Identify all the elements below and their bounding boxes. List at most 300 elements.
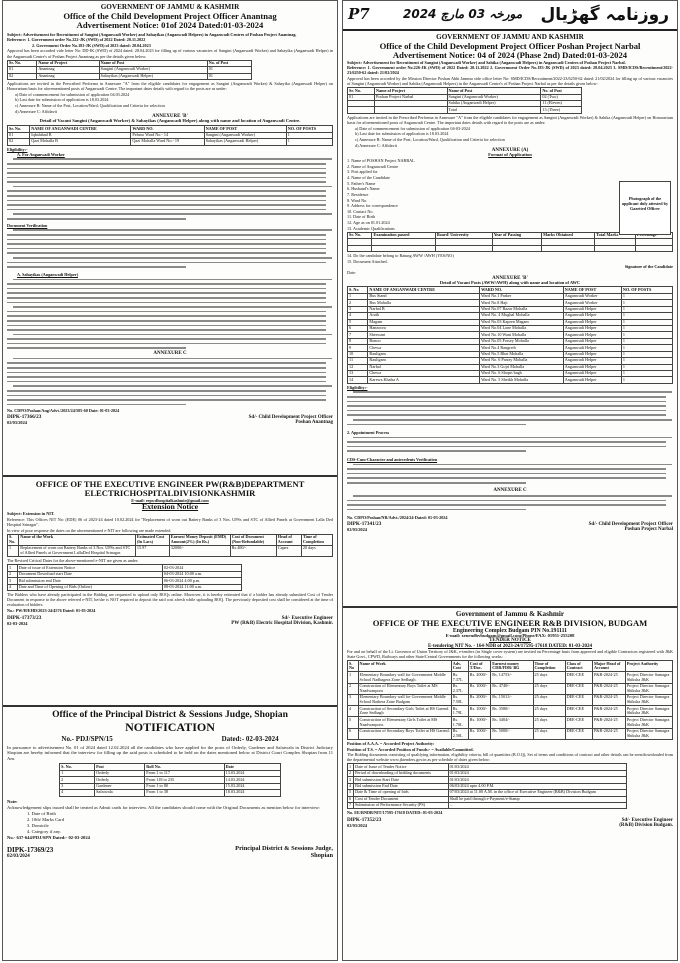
office-heading: Office of the Child Development Project Officer Anantnag bbox=[63, 10, 277, 21]
table-cell: Anganwadi Helper bbox=[563, 370, 621, 376]
documents-attached: 15. Document Attached. bbox=[347, 258, 388, 264]
table-cell: 08-03-2024 11:00 a.m. bbox=[162, 584, 241, 590]
table-cell: 2 bbox=[348, 300, 368, 306]
table-cell: Rs. 1000/- bbox=[468, 728, 490, 739]
table-header: Name of Post bbox=[99, 60, 207, 66]
table-cell: Construction of Elementary Boys Toilet at MS Naadwanpora bbox=[358, 683, 451, 694]
table-cell: Rauligam bbox=[368, 351, 480, 357]
table-cell: Safaiwala bbox=[95, 790, 145, 796]
form-field: 6. Husband's Name bbox=[347, 186, 380, 192]
table-row bbox=[8, 546, 333, 557]
signatory-office: Poshan Project Narbal bbox=[624, 526, 673, 532]
table-cell: Anganwadi Helper bbox=[563, 326, 621, 332]
form-field: 8. Ward No. bbox=[347, 197, 368, 203]
table-cell: Date & Time of opening of bids bbox=[354, 790, 449, 796]
table-cell: Hanzoora bbox=[368, 326, 480, 332]
annexure-b-title: Detail of Vacant Posts (AWW/AWH) along with name and location of AWC bbox=[439, 279, 581, 285]
table-cell: 1 bbox=[348, 293, 368, 299]
table-header: Sr. No. bbox=[8, 126, 30, 132]
gov-heading: Government of Jammu & Kashmir bbox=[455, 610, 565, 618]
table-row bbox=[348, 672, 673, 683]
table-cell: DEE-CEE bbox=[565, 683, 592, 694]
table-cell: 6 bbox=[348, 796, 354, 802]
table-cell: Rauligam bbox=[368, 358, 480, 364]
table-cell: Rs. 14753/- bbox=[491, 672, 533, 683]
right-column bbox=[342, 0, 678, 961]
table-cell: 01/03/2024 bbox=[448, 770, 627, 776]
annexure-b-heading: ANNEXURE 'B' bbox=[492, 275, 528, 281]
dates-table bbox=[7, 564, 242, 591]
table-cell: 6 bbox=[348, 326, 368, 332]
declaration: 14. Do the candidate belong to Ratung AWW /AWH (YES/NO) bbox=[347, 253, 454, 259]
table-cell: Ward No.4 Rangreth bbox=[480, 345, 564, 351]
body-text-block bbox=[7, 157, 333, 223]
order-number: No.- 637-644/PDJ/SPN Dated:- 02-03-2024 bbox=[7, 835, 90, 841]
table-header: No. of Post bbox=[207, 60, 251, 66]
table-row bbox=[60, 790, 281, 796]
table-cell: 13.03.2024 bbox=[224, 770, 280, 776]
table-header: Estimated Cost (In Lacs) bbox=[135, 534, 169, 545]
table-cell: Sangini (Anganwadi Worker) bbox=[99, 67, 207, 73]
table-cell: Ward No. 6 Parray Mohalla bbox=[480, 358, 564, 364]
table-cell: DEE-CEE bbox=[565, 672, 592, 683]
document-item: 2. 10th/ Marks Card bbox=[27, 816, 65, 822]
subject: Subject: Advertisement for Recruitment of Sangini (Anganwadi Worker) and Sahayikas (Anganwadi Helpers) in Anganwadi Centres of Poshan Project Anantnag. bbox=[7, 31, 297, 37]
reference: Reference: 1. Government order No.226-JK (SWD) of 2022 Dated: 20.11.2022 2. Government Order No.183-JK (SWD) of 2023 dated: 28.04.2023 3. SMD/ICDS/Recruitment/2022-23/6250-62 dated: 21/02/2024 bbox=[347, 65, 673, 76]
table-cell: 4 bbox=[60, 790, 95, 796]
table-cell: Project Director Samagra Shiksha J&K bbox=[625, 683, 672, 694]
table-cell: Arath bbox=[368, 313, 480, 319]
table-cell: 01 bbox=[207, 73, 251, 79]
table-cell: Ward No.3 Gojri Mohalla bbox=[480, 364, 564, 370]
worker-heading: A. For Anganwadi Worker bbox=[17, 151, 65, 157]
table-cell: P&R-2024-25 bbox=[592, 728, 625, 739]
table-cell: 1 bbox=[621, 358, 672, 364]
body-text-block bbox=[347, 435, 673, 457]
table-cell: 1 bbox=[621, 370, 672, 376]
signature-date: Date: bbox=[347, 269, 357, 275]
table-cell: 14.03.2024 bbox=[224, 777, 280, 783]
table-cell: Anganwadi Helper bbox=[563, 377, 621, 383]
table-cell: Capex bbox=[276, 546, 301, 557]
table-row bbox=[348, 107, 582, 113]
table-row bbox=[348, 683, 673, 694]
office-heading: OFFICE OF THE EXECUTIVE ENGINEER R&B DIVISION, BUDGAM bbox=[372, 617, 648, 628]
office-heading: Office of the Principal District & Sessions Judge, Shopian bbox=[52, 709, 288, 720]
signatory-office: PW (R&B) Electric Hospital Division, Kashmir. bbox=[231, 620, 333, 626]
reference: Reference: This Offices NIT No: (EDE) 06 of 2023-24 dated 10.02.2024 for "Replacement of worn out Battery Banks of 3 Nos. UPSs and STC of Allied Panels at Government Lalla Ded Hospital Srinagar". bbox=[7, 516, 333, 528]
table-cell: 1 bbox=[286, 132, 332, 138]
table-cell: 1 bbox=[348, 764, 354, 770]
table-cell: ... bbox=[448, 803, 627, 809]
table-header: Time of Completion bbox=[533, 661, 565, 672]
intro-paragraph: For and on behalf of the Lt. Governor of Union Territory of J&K, e-tenders (in Single cover system) are invited on Percentage basis from approved and eligible Contractors registered with J&K State Govt., CPWD, Railways and other State/Central Governments for the following works: bbox=[347, 648, 673, 660]
ts-position: Position of T.S. = Accorded Position of Funds:- = Available/Committed. bbox=[347, 746, 474, 752]
table-header: Class of Contract bbox=[565, 661, 592, 672]
table-cell: 1 bbox=[8, 565, 18, 571]
date-item: c) Annexure B: Name of the Post, Location/Ward, Qualification and Criteria for selection bbox=[355, 136, 505, 142]
body-paragraph: In pursuance to advertisement No. 01 of 2024 dated 12.02.2024 all the candidates who have applied for the posts of Orderly, Gardener and Safaiwala in District Judiciary Shopian are hereby informed that the interview for filling up the said posts is scheduled to be held on the dates mentioned below at District Court Complex Shopian from 11 Am. bbox=[7, 744, 333, 761]
signatory: Sd/- Executive Engineer bbox=[281, 615, 333, 621]
table-cell: Anganwadi Worker bbox=[563, 300, 621, 306]
table-cell: Ward No.07 Bazar Mohalla bbox=[480, 306, 564, 312]
table-cell: 10 bbox=[348, 351, 368, 357]
advertisement-pwd-hospital-division bbox=[3, 477, 337, 707]
table-cell: 2 bbox=[348, 683, 359, 694]
annexure-a-heading: ANNEXURE (A) bbox=[491, 148, 529, 154]
table-cell: Ward No.10 Wani Mohalla bbox=[480, 332, 564, 338]
table-cell: Anantnag bbox=[37, 67, 99, 73]
table-cell: Ward No.8 Haji bbox=[480, 300, 564, 306]
eligibility-heading: Eligibility:- bbox=[7, 146, 28, 152]
dipk-date: 02/03/2024 bbox=[347, 526, 368, 532]
table-cell: Narbal B bbox=[368, 306, 480, 312]
notice-heading: Extension Notice bbox=[141, 502, 199, 512]
table-cell: Document Download start Date bbox=[17, 571, 162, 577]
verification-heading: CDS-Cum-Character and antecedents Verification bbox=[347, 457, 438, 463]
table-cell: 02 bbox=[8, 139, 30, 145]
table-row bbox=[348, 706, 673, 717]
table-header: NAME OF ANGANWADI CENTRE bbox=[30, 126, 131, 132]
date-item: d) Annexure C: Affidavit bbox=[355, 142, 397, 148]
table-header: Name of Project bbox=[37, 60, 99, 66]
works-table bbox=[347, 660, 673, 740]
tender-notice-rb-budgam bbox=[343, 608, 677, 962]
table-cell: Anantnag bbox=[37, 73, 99, 79]
table-cell: 4 bbox=[348, 783, 354, 789]
complex-address: Engineering Complex Budgam PIN No.191111 bbox=[452, 627, 568, 634]
table-cell: Gardener bbox=[95, 783, 145, 789]
table-header: Sr. No. bbox=[8, 60, 37, 66]
annexure-b-title: Detail of Vacant Sangini (Anganwadi Worker) & Sahayikas (Anganwadi Helper) along with name and location of Anganwadi Centre. bbox=[39, 118, 301, 124]
table-header: WARD NO. bbox=[131, 126, 204, 132]
table-cell: Rs. 3580/- bbox=[491, 706, 533, 717]
reference-1: Reference: 1. Government order No.222-JK (SWD) of 2022 Dated: 20.11.2022 bbox=[7, 37, 146, 43]
form-field: 2. Name of Anganwadi Centre bbox=[347, 163, 399, 169]
table-cell: Anganwadi Helper bbox=[563, 306, 621, 312]
table-cell: Project Director Samagra Shiksha J&K bbox=[625, 694, 672, 705]
table-cell: DEE-CEE bbox=[565, 694, 592, 705]
table-cell: 1 bbox=[8, 546, 19, 557]
table-cell: Bid submission End Date bbox=[354, 783, 449, 789]
table-cell: 3 bbox=[348, 694, 359, 705]
nit-number: E-tendering NIT No. - 164-NDB of 2023-24/17595-17618 DATED: 01-03-2024 bbox=[427, 643, 593, 649]
table-cell: Rs. 2000/- bbox=[468, 672, 490, 683]
date-item: a) Date of commencement for submission of application 04.03.2024 bbox=[15, 91, 130, 97]
posts-table bbox=[7, 60, 252, 80]
table-cell: 6 bbox=[348, 728, 359, 739]
table-cell: 1 bbox=[348, 672, 359, 683]
table-header: Major Head of Account bbox=[592, 661, 625, 672]
table-cell: Orderly bbox=[95, 770, 145, 776]
table-cell: Anganwadi Worker bbox=[563, 293, 621, 299]
table-cell: Project Director Samagra Shiksha J&K bbox=[625, 672, 672, 683]
table-cell: Date of Issue of Tender Notice bbox=[354, 764, 449, 770]
body-text-block bbox=[347, 390, 673, 430]
table-cell: From 118 to 235 bbox=[145, 777, 224, 783]
table-header: Date bbox=[224, 764, 280, 770]
table-cell: 7 bbox=[348, 332, 368, 338]
advertisement-cdpo-anantnag bbox=[3, 1, 337, 477]
table-header: Name of Work bbox=[358, 661, 451, 672]
table-header: Marks Obtained bbox=[542, 232, 595, 238]
table-cell: Rs. 1000/- bbox=[468, 706, 490, 717]
table-cell: 25 days bbox=[533, 728, 565, 739]
table-cell: 9 bbox=[348, 345, 368, 351]
form-field: 4. Name of the Candidate bbox=[347, 175, 390, 181]
annexure-b-heading: ANNEXURE 'B' bbox=[152, 114, 188, 120]
body-text-block bbox=[347, 493, 673, 515]
table-cell: Construction of Secondary Boys Toilet at HS Garend. bbox=[358, 728, 451, 739]
table-header: Cost of Document (Non-Refundable) bbox=[230, 534, 276, 545]
table-cell: Anganwadi Helper bbox=[563, 319, 621, 325]
eligibility-heading: Eligibility:- bbox=[347, 384, 368, 390]
table-cell: Ward No. 6 Shopri bagh bbox=[480, 370, 564, 376]
intro-paragraph: Approval has been accorded vide letter No: DD-IK (SWD) of 2024 dated: 28.04.2023 for filling up of various vacancies of Sangini (Anganwadi Worker) and Sahayika (Anganwadi Helper) in the Anganwadi Centre's of Poshan Project Anantnag as per the details given below: bbox=[7, 48, 333, 59]
notification-district-judge-shopian bbox=[3, 707, 337, 962]
dipk-number: DIPK-17366/23 bbox=[7, 414, 42, 421]
table-cell: Qazi Mohalla Ward No.- 19 bbox=[131, 139, 204, 145]
table-cell: 5 bbox=[348, 790, 354, 796]
table-cell: 1 bbox=[621, 293, 672, 299]
table-cell: Sahika (Anganwadi Helper) bbox=[447, 101, 541, 107]
form-field: 3. Post applied for bbox=[347, 169, 378, 175]
table-cell: Submission of Performance Security (PS) bbox=[354, 803, 449, 809]
table-cell: Rs. 2000/- bbox=[468, 694, 490, 705]
table-cell: 2 bbox=[60, 777, 95, 783]
table-cell: Project Director Samagra Shiksha J&K bbox=[625, 706, 672, 717]
table-cell: 07/03/2024 at 11.00 A.M. in the office of Executive Engineer (R&B) Division Budgam bbox=[448, 790, 627, 796]
table-cell: Magam bbox=[368, 319, 480, 325]
table-cell: Rs. 15011/- bbox=[491, 694, 533, 705]
table-cell: 1 bbox=[621, 319, 672, 325]
table-cell: Pehroo Ward No.- 14 bbox=[131, 132, 204, 138]
table-cell: 8 bbox=[348, 338, 368, 344]
table-cell: Period of downloading of bidding documents bbox=[354, 770, 449, 776]
table-row bbox=[348, 728, 673, 739]
table-header: Roll No. bbox=[145, 764, 224, 770]
table-cell: Rs. 4740/- bbox=[491, 683, 533, 694]
table-header: Earnest Money Deposit (EMD) Amount(2%) (In Rs.) bbox=[169, 534, 230, 545]
form-field: 5. Father's Name bbox=[347, 180, 376, 186]
table-cell: 3 bbox=[348, 777, 354, 783]
note-label: Note: bbox=[7, 798, 18, 804]
candidate-signature: Signature of the Candidate bbox=[624, 264, 673, 270]
table-cell: P&R-2024-25 bbox=[592, 717, 625, 728]
table-header: No. of Post bbox=[541, 88, 581, 94]
table-row bbox=[348, 803, 627, 809]
table-cell: 01 bbox=[348, 94, 375, 100]
table-cell: Narbal bbox=[368, 364, 480, 370]
table-cell: 25 days bbox=[533, 706, 565, 717]
table-cell: 14 bbox=[348, 377, 368, 383]
table-cell: Anganwadi Helper bbox=[563, 313, 621, 319]
table-cell: 3 bbox=[60, 783, 95, 789]
table-cell: 4 bbox=[8, 584, 18, 590]
order-number: No. EE/RNDB/NIT/17595-17618 DATED: 01-03-2024 bbox=[347, 810, 443, 816]
order-number: No. CDPO/Poshan/NR/Advt./2024/24-Dated: 01-03-2024 bbox=[347, 515, 448, 521]
posts-table bbox=[347, 87, 582, 114]
annexure-a-title: Format of Application bbox=[488, 152, 532, 158]
table-cell: 4 bbox=[348, 313, 368, 319]
table-cell: Ward No. 5 Sheikh Mohalla bbox=[480, 377, 564, 383]
intro-paragraph: Approval has been accorded by the Mission Director Poshan Abhi Jammu vide office letter No: SMD/ICDS/Recruitment/2022-23/6250-62 dated: 21/02/2024 for filling up of various vacancies of Sangini (Anganwadi Worker) and Sahika (Anganwadi Helpers) in the Anganwadi Centre's of Poshan Project Narbal as per the details given below: bbox=[347, 75, 673, 87]
table-header: Cost of T/Doc. bbox=[468, 661, 490, 672]
office-heading: OFFICE OF THE EXECUTIVE ENGINEER PW(R&B)DEPARTMENT ELECTRICHOSPITALDIVISIONKASHMIR bbox=[35, 479, 305, 499]
table-header: NAME OF POST bbox=[204, 126, 286, 132]
table-cell: 13 bbox=[348, 370, 368, 376]
table-cell: Iqbalabad B bbox=[30, 132, 131, 138]
table-header: Post bbox=[95, 764, 145, 770]
table-cell: 2 bbox=[8, 571, 18, 577]
table-row bbox=[8, 73, 252, 79]
schedule-table bbox=[347, 763, 627, 809]
table-cell: Sahayikas (Anganwadi Helper) bbox=[204, 139, 286, 145]
revised-dates-label: The Revised Critical Dates for the above-mentioned e-NIT are given as under: bbox=[7, 558, 139, 564]
appointment-heading: 2. Appointment Process bbox=[347, 429, 390, 435]
table-cell: 02 bbox=[8, 73, 37, 79]
dipk-date: 02/03/2024 bbox=[347, 822, 368, 828]
gov-heading: GOVERNMENT OF JAMMU AND KASHMIR bbox=[436, 33, 584, 41]
masthead-date: مورخہ 03 مارچ 2024 bbox=[403, 7, 523, 21]
table-cell: P&R-2024-25 bbox=[592, 672, 625, 683]
table-header: S. No bbox=[348, 661, 359, 672]
table-cell: Date of issue of Extension Notice bbox=[17, 565, 162, 571]
left-column bbox=[2, 0, 338, 961]
table-cell: Total bbox=[447, 107, 541, 113]
advertisement-cdpo-narbal bbox=[343, 31, 677, 608]
table-header: Adv. Cost bbox=[451, 661, 468, 672]
document-verification-heading: Document Verification bbox=[7, 222, 48, 228]
table-cell: 1 bbox=[621, 364, 672, 370]
notification-number: No.- PDJ/SPN/15 bbox=[61, 734, 113, 743]
table-cell: 25 days bbox=[533, 694, 565, 705]
document-item: 1. Date of Birth bbox=[27, 810, 56, 816]
table-cell: 1 bbox=[621, 313, 672, 319]
date-item: b) Last date for submission of application is 18.03.2024 bbox=[15, 97, 109, 103]
table-row bbox=[348, 377, 673, 383]
table-header: NAME OF POST bbox=[563, 287, 621, 293]
signatory-office: Shopian bbox=[310, 851, 333, 859]
table-header: S. No bbox=[348, 287, 368, 293]
table-cell: 2 bbox=[348, 770, 354, 776]
table-cell: Karewa Khalsa A bbox=[368, 377, 480, 383]
aaa-position: Position of A.A.A. = Accorded Project Authority: bbox=[347, 740, 435, 746]
table-header: NAME OF ANGANWADI CENTRE bbox=[368, 287, 480, 293]
table-header: Earnest money CDR/FDR/ BG bbox=[491, 661, 533, 672]
table-cell: 1 bbox=[621, 377, 672, 383]
table-header: Name of Post bbox=[447, 88, 541, 94]
table-cell: P&R-2024-25 bbox=[592, 694, 625, 705]
dipk-number: DIPK-17352/23 bbox=[347, 816, 382, 823]
table-row bbox=[348, 694, 673, 705]
table-cell: Shall be paid through e-Payment/e-Stamp bbox=[448, 796, 627, 802]
subject: Subject: Extension in NIT. bbox=[7, 511, 55, 517]
table-cell: Bonoo bbox=[368, 338, 480, 344]
dipk-date: 02-03-2024 bbox=[7, 620, 28, 626]
table-cell: Orderly bbox=[95, 777, 145, 783]
table-cell: Sangini (Anganwadi Worker) bbox=[447, 94, 541, 100]
table-row bbox=[8, 584, 242, 590]
order-number: No.: PW/H/EHD/2023-24/4576 Dated: 01-03-2024 bbox=[7, 607, 96, 613]
table-cell: 3 bbox=[348, 306, 368, 312]
table-row bbox=[348, 717, 673, 728]
table-header: Project Authority bbox=[625, 661, 672, 672]
table-cell: Construction of Elementary Girls Toilet at MS Naadwanpora. bbox=[358, 717, 451, 728]
table-row bbox=[348, 245, 673, 251]
table-header: Board/ University bbox=[435, 232, 492, 238]
table-cell: 15.97 bbox=[135, 546, 169, 557]
table-cell: 11 bbox=[348, 358, 368, 364]
table-cell: 1 bbox=[286, 139, 332, 145]
table-cell: 32000/- bbox=[169, 546, 230, 557]
vacancy-table bbox=[7, 125, 333, 145]
table-cell: Qazi Mohalla B bbox=[30, 139, 131, 145]
applications-paragraph: Applications are invited in the Prescribed Performa in Annexure "A" from the eligible candidates for engagement as Sangini (Anganwadi Worker) & Sahayika (Anganwadi Helper) on Honorarium basis for aforementioned posts of Anganwadi Centre. The important dates details with regard to the posts are as under: bbox=[7, 80, 333, 92]
table-header: Year of Passing bbox=[492, 232, 541, 238]
table-cell: 18.03.2024 bbox=[224, 790, 280, 796]
table-cell: Ward No.5 Bhat Mohalla bbox=[480, 351, 564, 357]
table-cell: 01 bbox=[8, 132, 30, 138]
form-field: 7. Residence bbox=[347, 191, 369, 197]
table-cell: 1 bbox=[621, 332, 672, 338]
table-cell: 1 bbox=[621, 300, 672, 306]
table-cell: Rs. 2.37L bbox=[451, 683, 468, 694]
table-cell: Anganwadi Helper bbox=[563, 358, 621, 364]
table-cell: 02 (Two) bbox=[541, 94, 581, 100]
table-cell: Elementary Boundary wall for Government Middle School Bathera Zone Budgam bbox=[358, 694, 451, 705]
form-field: 10. Contact No. bbox=[347, 208, 374, 214]
signatory: Sd/- Child Development Project Officer bbox=[588, 521, 673, 527]
table-cell: Ward No.04 Lone Mohalla bbox=[480, 326, 564, 332]
table-cell: DEE-CEE bbox=[565, 717, 592, 728]
table-cell: Sherwani bbox=[368, 332, 480, 338]
notice-heading: Advertisement Notice: 01of 2024 Dated:01-03-2024 bbox=[76, 19, 264, 30]
table-cell: Ward No. 4 Mughal Mohalla bbox=[480, 313, 564, 319]
photograph-box: Photograph of the applicant duly attested by Gazetted Officer bbox=[619, 181, 671, 235]
table-cell: Sangini (Anganwadi Worker) bbox=[204, 132, 286, 138]
table-cell: DEE-CEE bbox=[565, 706, 592, 717]
table-cell: 5 bbox=[348, 717, 359, 728]
table-cell: 1 bbox=[621, 351, 672, 357]
table-cell: 7 bbox=[348, 803, 354, 809]
tender-heading: TENDER NOTICE bbox=[489, 638, 531, 644]
table-cell: Anganwadi Helper bbox=[563, 345, 621, 351]
table-cell: Date and Time of Opening of Bids (Online) bbox=[17, 584, 162, 590]
table-cell: Bus Stand bbox=[368, 293, 480, 299]
notice-heading: NOTIFICATION bbox=[125, 720, 215, 735]
table-cell: Ward No.1 Parker bbox=[480, 293, 564, 299]
table-cell: Anganwadi Helper bbox=[563, 338, 621, 344]
office-heading: Office of the Child Development Project Officer Poshan Project Narbal bbox=[379, 40, 641, 51]
table-cell: 01 bbox=[207, 67, 251, 73]
table-cell: 01/03/2024 bbox=[448, 777, 627, 783]
table-cell: Anganwadi Helper bbox=[563, 351, 621, 357]
table-cell: Rs. 1000/- bbox=[468, 683, 490, 694]
table-cell: Chewa bbox=[368, 370, 480, 376]
table-cell: Project Director Samagra Shiksha J&K bbox=[625, 717, 672, 728]
dipk-number: DIPK-17369/23 bbox=[7, 845, 54, 854]
signatory-office: Poshan Anantnag bbox=[295, 420, 333, 426]
table-cell: 1 bbox=[60, 770, 95, 776]
table-cell: P&R-2024-25 bbox=[592, 706, 625, 717]
order-number: No. CDPO/Poshan/Ang/Advt./2023/24/505-60 Date: 01-03-2024 bbox=[7, 408, 120, 414]
interview-table bbox=[59, 763, 281, 796]
helper-heading: A. Sahayikas (Anganwadi Helper) bbox=[17, 271, 78, 277]
table-cell: 06/03/2024 upto 4.00 P.M. bbox=[448, 783, 627, 789]
date-item: d) Annexure C: Affidavit bbox=[15, 108, 57, 114]
intro-paragraph: In view of poor response the dates on the aforementioned e-NIT are following are made extended. bbox=[7, 527, 172, 533]
